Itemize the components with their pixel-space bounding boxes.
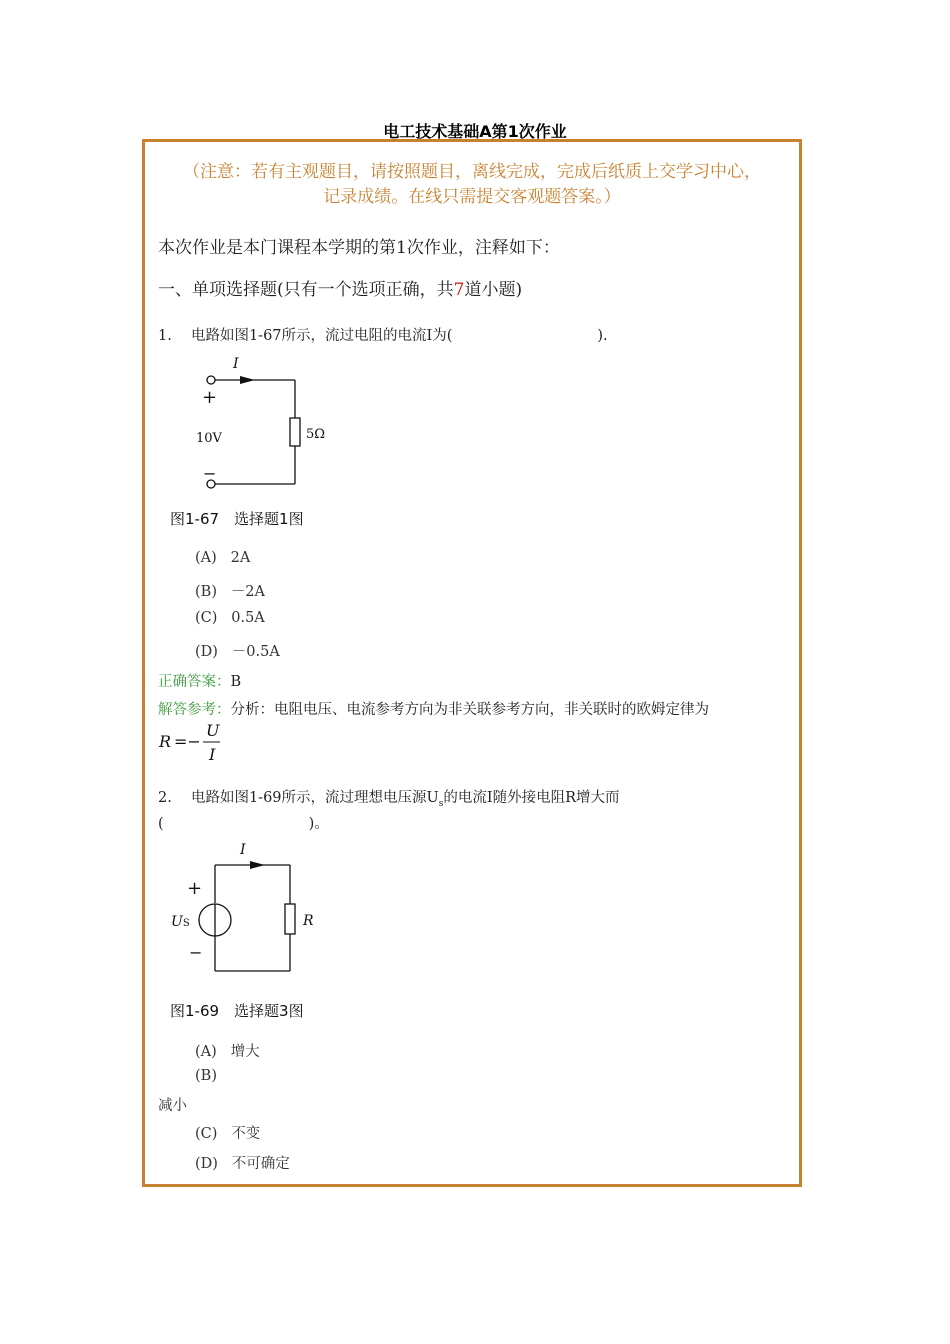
option-key: (B) bbox=[195, 1068, 217, 1084]
option-key: (C) bbox=[195, 610, 218, 626]
q1-voltage-label: 10V bbox=[196, 431, 222, 446]
q2-resistor-label: R bbox=[303, 913, 314, 929]
q2-stem-subscript: s bbox=[438, 798, 444, 809]
q2-figure-caption: 图1-69 选择题3图 bbox=[170, 1002, 304, 1020]
option-text: 不可确定 bbox=[231, 1156, 290, 1172]
q2-circuit-diagram bbox=[165, 838, 325, 978]
q1-option-c bbox=[195, 610, 265, 626]
q1-option-b bbox=[195, 580, 265, 601]
q2-source-subscript: S bbox=[182, 918, 190, 929]
q1-top-terminal bbox=[207, 376, 215, 384]
formula-eq: =− bbox=[174, 732, 201, 751]
q1-minus-sign: − bbox=[203, 464, 217, 483]
option-text: 0.5A bbox=[231, 610, 265, 626]
answer-label: 正确答案： bbox=[158, 674, 231, 690]
q2-current-label: I bbox=[240, 842, 246, 858]
q2-option-b-text bbox=[158, 1094, 187, 1115]
q1-explanation bbox=[158, 698, 709, 719]
option-key: (A) bbox=[195, 550, 217, 566]
formula-denominator: I bbox=[209, 745, 216, 764]
q1-answer bbox=[158, 670, 241, 691]
option-key: (D) bbox=[195, 644, 218, 660]
q2-option-b bbox=[195, 1068, 217, 1084]
section-suffix: 道小题) bbox=[464, 280, 523, 300]
option-text: 增大 bbox=[230, 1044, 260, 1060]
option-key: (B) bbox=[195, 584, 217, 600]
answer-value: B bbox=[230, 674, 242, 690]
q2-current-arrow bbox=[250, 861, 265, 869]
q2-source-letter: U bbox=[171, 914, 183, 930]
option-key: (A) bbox=[195, 1044, 217, 1060]
section-prefix: 一、单项选择题(只有一个选项正确，共 bbox=[158, 280, 454, 300]
q1-option-d bbox=[195, 640, 280, 661]
q1-ohm-formula bbox=[158, 718, 238, 766]
option-text: －0.5A bbox=[231, 644, 280, 660]
option-key: (C) bbox=[195, 1126, 218, 1142]
option-text: －2A bbox=[230, 584, 266, 600]
q2-option-d bbox=[195, 1152, 290, 1173]
option-text: 不变 bbox=[231, 1126, 261, 1142]
q1-plus-sign: + bbox=[202, 387, 218, 408]
q2-option-c bbox=[195, 1122, 260, 1143]
q2-source-label bbox=[171, 914, 190, 930]
q2-plus-sign: + bbox=[187, 878, 203, 899]
formula-numerator: U bbox=[206, 721, 220, 740]
explain-text: 分析：电阻电压、电流参考方向为非关联参考方向，非关联时的欧姆定律为 bbox=[230, 702, 709, 718]
explain-label: 解答参考： bbox=[158, 702, 231, 718]
q2-stem-a: 2. 电路如图1-69所示，流过理想电压源U bbox=[158, 790, 439, 806]
question-count: 7 bbox=[453, 280, 465, 300]
intro-text: 本次作业是本门课程本学期的第1次作业，注释如下： bbox=[158, 238, 560, 258]
option-key: (D) bbox=[195, 1156, 218, 1172]
q2-resistor bbox=[285, 904, 295, 934]
q2-stem bbox=[158, 786, 620, 809]
q1-current-arrow bbox=[240, 376, 255, 384]
section-heading bbox=[158, 275, 522, 300]
q2-option-a bbox=[195, 1040, 260, 1061]
q1-circuit-diagram bbox=[185, 350, 345, 495]
formula-lhs: R bbox=[159, 732, 172, 751]
q2-stem-b: 的电流I随外接电阻R增大而 bbox=[443, 790, 620, 806]
q2-stem-line2: ( )。 bbox=[158, 816, 329, 832]
q1-stem: 1. 电路如图1-67所示，流过电阻的电流I为( ). bbox=[158, 328, 608, 344]
option-text: 2A bbox=[230, 550, 251, 566]
q1-resistor-label: 5Ω bbox=[306, 427, 326, 442]
q2-minus-sign: − bbox=[189, 943, 203, 962]
q1-figure-caption: 图1-67 选择题1图 bbox=[170, 510, 304, 528]
option-text: 减小 bbox=[158, 1098, 187, 1114]
q1-option-a bbox=[195, 550, 250, 566]
notice-line-2: 记录成绩。在线只需提交客观题答案。） bbox=[323, 187, 621, 207]
q1-current-label: I bbox=[233, 356, 239, 372]
notice-line-1: （注意：若有主观题目，请按照题目，离线完成，完成后纸质上交学习中心， bbox=[183, 162, 761, 182]
page-title: 电工技术基础A第1次作业 bbox=[383, 122, 567, 141]
q1-resistor bbox=[290, 418, 300, 446]
